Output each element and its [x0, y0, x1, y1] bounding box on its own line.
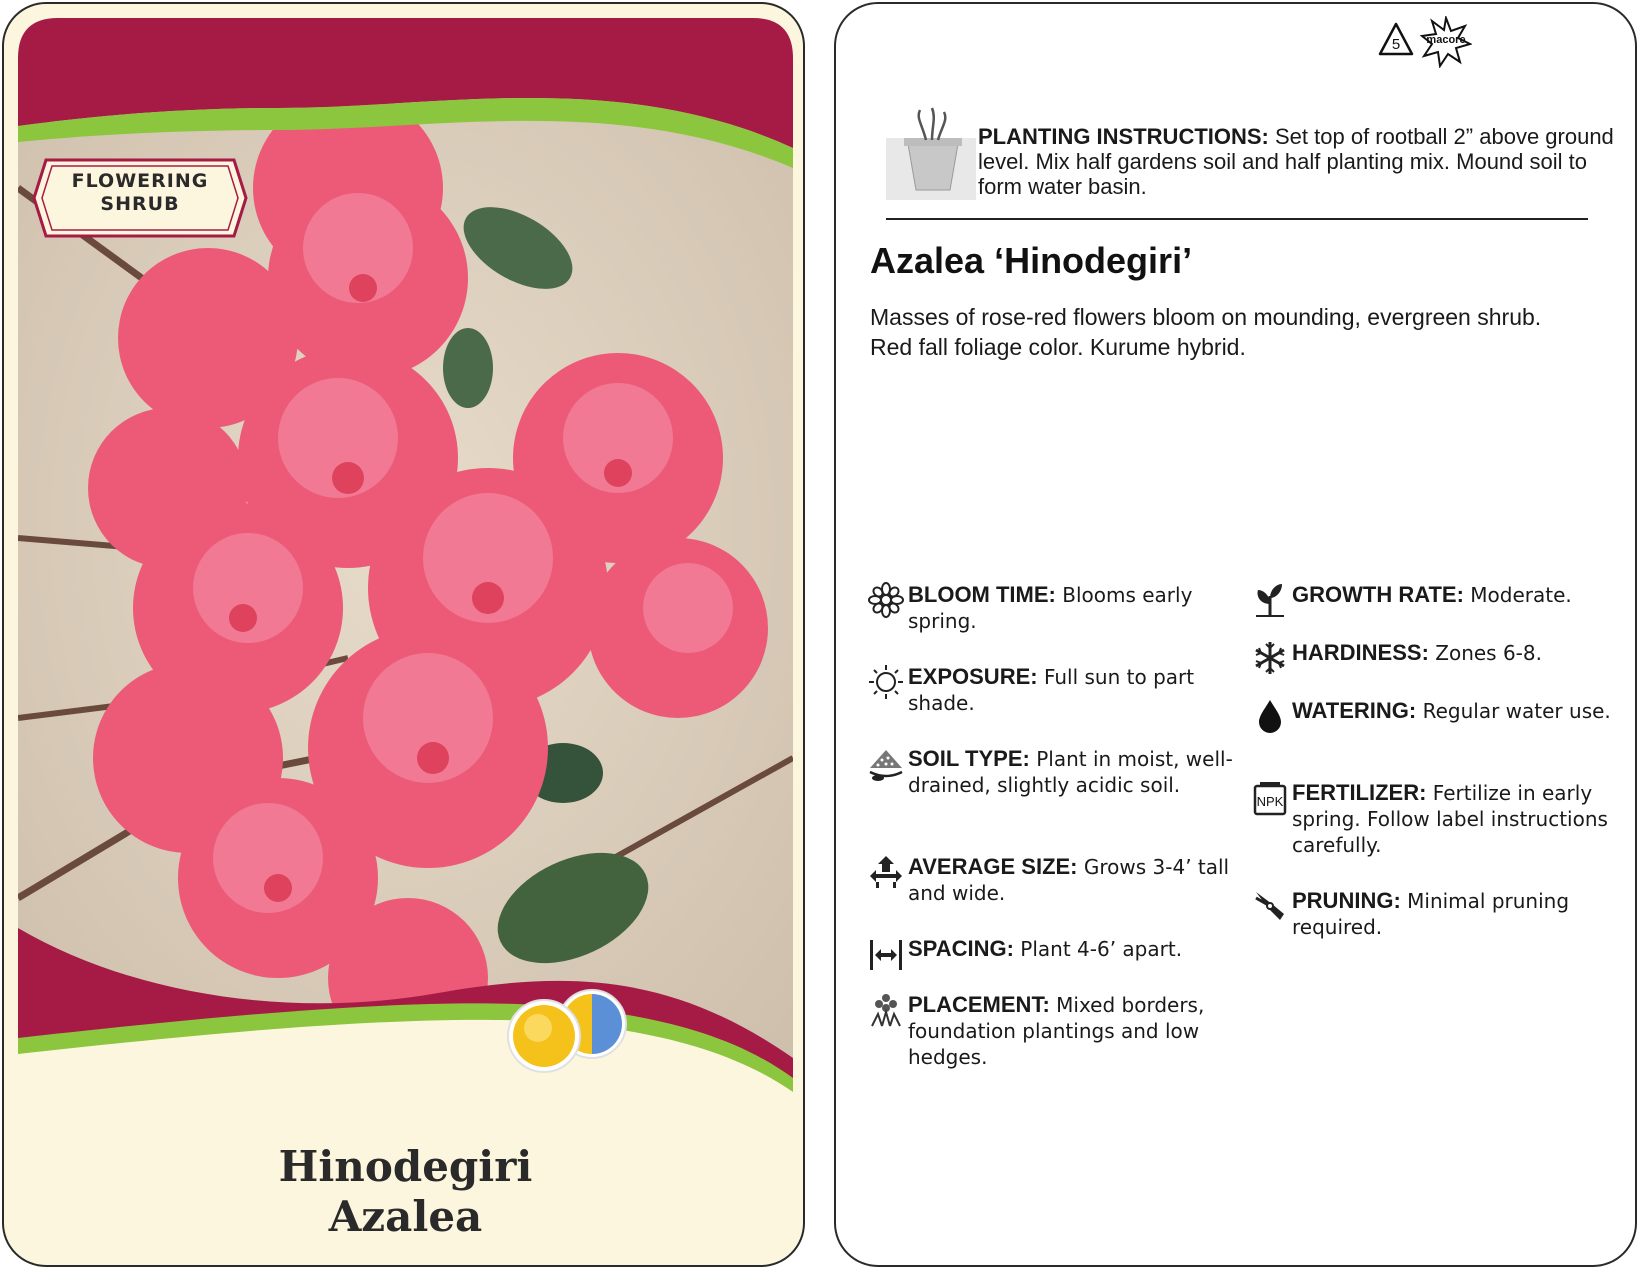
soil-type-attribute	[908, 746, 1238, 798]
hardiness-attribute	[1292, 640, 1622, 666]
spacing-icon	[868, 936, 904, 972]
attribute-value: Regular water use.	[1416, 699, 1611, 723]
category-badge-text	[32, 170, 248, 216]
attribute-value: Minimal pruning required.	[1292, 889, 1570, 939]
full-sun-icon	[508, 1000, 580, 1072]
bloom-time-attribute	[908, 582, 1238, 634]
plant-name: Azalea ‘Hinodegiri’	[870, 240, 1193, 281]
flower-icon	[868, 582, 904, 618]
attribute-label: WATERING:	[1292, 698, 1417, 723]
attribute-label: SOIL TYPE:	[908, 746, 1030, 771]
npk-icon	[1252, 780, 1288, 816]
planting-instructions-text: Set top of rootball 2” above ground level. Mix half gardens soil and half planting mix. Mound soil to form water basin.	[978, 124, 1614, 199]
exposure-attribute	[908, 664, 1238, 716]
attribute-value: Moderate.	[1463, 583, 1572, 607]
planting-instructions-label: PLANTING INSTRUCTIONS:	[978, 124, 1269, 149]
front-card	[2, 2, 805, 1267]
pruning-attribute	[1292, 888, 1622, 940]
sprout-icon	[1252, 582, 1288, 618]
attribute-label: HARDINESS:	[1292, 640, 1429, 665]
back-card	[834, 2, 1637, 1267]
attribute-label: EXPOSURE:	[908, 664, 1038, 689]
attribute-value: Blooms early spring.	[908, 583, 1193, 633]
attribute-label: BLOOM TIME:	[908, 582, 1056, 607]
soil-icon	[868, 746, 904, 782]
attribute-value: Zones 6-8.	[1428, 641, 1542, 665]
placement-attribute	[908, 992, 1238, 1070]
planting-instructions	[978, 124, 1618, 199]
growth-rate-attribute	[1292, 582, 1622, 608]
badge-line-1: FLOWERING	[71, 170, 209, 192]
attribute-value: Full sun to part shade.	[908, 665, 1195, 715]
attribute-value: Mixed borders, foundation plantings and low hedges.	[908, 993, 1205, 1069]
plant-description	[870, 302, 1610, 362]
macore-logo-text: macore	[1426, 34, 1466, 46]
pot-icon	[886, 104, 976, 200]
attribute-value: Plant 4-6’ apart.	[1013, 937, 1183, 961]
attribute-label: SPACING:	[908, 936, 1014, 961]
snowflake-icon	[1252, 640, 1288, 676]
exposure-icons	[504, 984, 644, 1076]
attribute-value: Grows 3-4’ tall and wide.	[908, 855, 1230, 905]
description-line-2: Red fall foliage color. Kurume hybrid.	[870, 334, 1246, 360]
attribute-label: FERTILIZER:	[1292, 780, 1427, 805]
plant-common-name-line-1: Hinodegiri	[278, 1142, 533, 1191]
recycle-number: 5	[1391, 36, 1401, 53]
attribute-label: GROWTH RATE:	[1292, 582, 1464, 607]
attribute-label: PRUNING:	[1292, 888, 1401, 913]
fertilizer-attribute	[1292, 780, 1622, 858]
average-size-attribute	[908, 854, 1238, 906]
plant-common-name-line-2: Azalea	[328, 1192, 483, 1241]
sun-icon	[868, 664, 904, 700]
badge-line-2: SHRUB	[100, 193, 180, 215]
pruners-icon	[1252, 888, 1288, 924]
divider	[886, 218, 1588, 220]
water-drop-icon	[1252, 698, 1288, 734]
spacing-attribute	[908, 936, 1238, 962]
attribute-value: Plant in moist, well-drained, slightly acidic soil.	[908, 747, 1233, 797]
npk-label: NPK	[1256, 794, 1284, 809]
watering-attribute	[1292, 698, 1622, 724]
attribute-value: Fertilize in early spring. Follow label instructions carefully.	[1292, 781, 1608, 857]
description-line-1: Masses of rose-red flowers bloom on mounding, evergreen shrub.	[870, 304, 1542, 330]
attribute-label: PLACEMENT:	[908, 992, 1050, 1017]
size-icon	[868, 854, 904, 890]
recycle-5-icon	[1376, 20, 1416, 60]
attribute-label: AVERAGE SIZE:	[908, 854, 1078, 879]
placement-icon	[868, 992, 904, 1028]
